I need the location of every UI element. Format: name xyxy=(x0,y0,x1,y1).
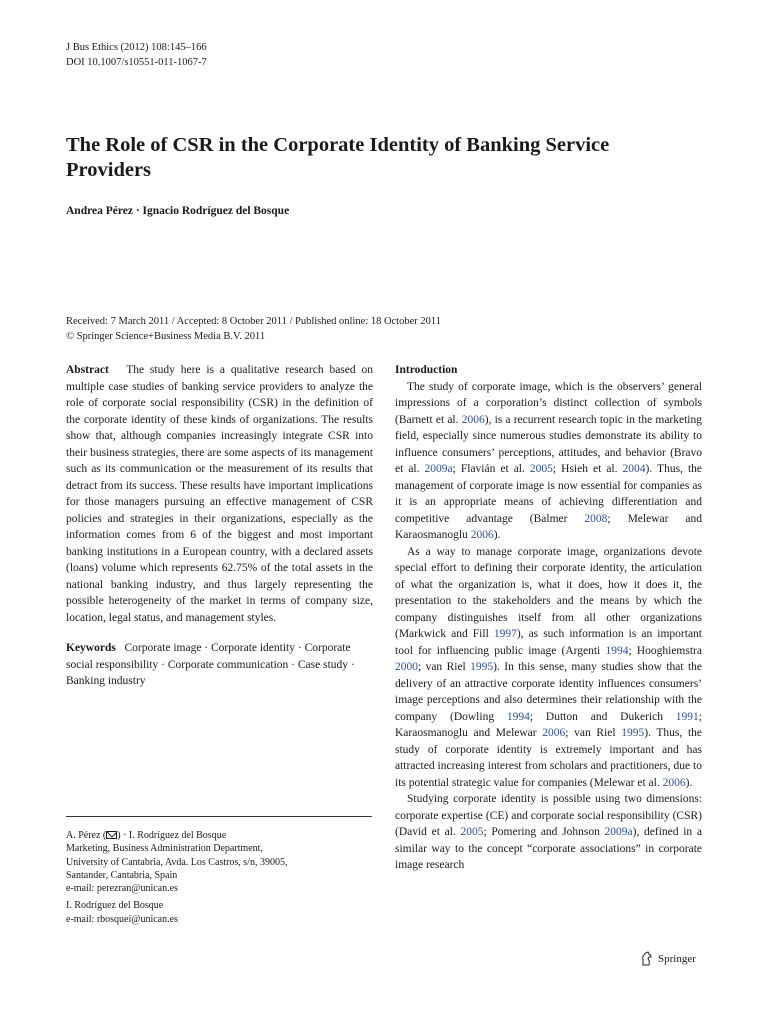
introduction-heading: Introduction xyxy=(395,364,458,376)
publication-dates xyxy=(66,314,441,344)
citation-link[interactable]: 1997 xyxy=(493,628,517,640)
citation-link[interactable]: 1995 xyxy=(621,727,645,739)
paragraph-text: ). In this sense, many studies show that the delivery of an attractive corporate identity influences consumers’ image perceptions and also determines their relationship with the company (Dowling xyxy=(395,661,702,723)
city: Santander, Cantabria, Spain xyxy=(66,869,178,881)
intro-paragraph-3 xyxy=(395,791,702,874)
copyright: © Springer Science+Business Media B.V. 2011 xyxy=(66,331,266,342)
doi: DOI 10.1007/s10551-011-1067-7 xyxy=(66,57,207,68)
publisher-logo xyxy=(640,951,696,966)
citation-link[interactable]: 1994 xyxy=(506,710,530,723)
department: Marketing, Business Administration Department, xyxy=(66,843,263,855)
citation-link[interactable]: 2005 xyxy=(529,463,553,475)
affiliation-block-2 xyxy=(66,899,376,926)
citation-link[interactable]: 2000 xyxy=(395,661,418,673)
authors: Andrea Pérez · Ignacio Rodríguez del Bosque xyxy=(66,205,290,217)
paragraph-text: ; Melewar and Karaosmanoglu xyxy=(395,512,702,541)
keywords-label: Keywords xyxy=(66,642,116,654)
citation-link[interactable]: 2009a xyxy=(604,826,633,838)
paragraph-text: ; Pomering and Johnson xyxy=(483,826,605,838)
paragraph-text: ), defined in a similar way to the concept “corporate associations” in corporate image research xyxy=(395,826,702,871)
paragraph-text: ), is a recurrent research topic in the marketing field, especially since numerous studies demonstrate its ability to influence consumers’ perceptions, attitudes, and behavior (Bravo et al. xyxy=(395,413,702,475)
paragraph-text: ). xyxy=(493,529,501,541)
right-column xyxy=(395,362,702,874)
publisher-name: Springer xyxy=(658,952,696,965)
email-perez: e-mail: perezran@unican.es xyxy=(66,883,178,895)
paragraph-text: ; van Riel xyxy=(418,661,471,673)
paragraph-text: Studying corporate identity is possible using two dimensions: corporate expertise (CE) and corporate social responsibility (CSR) (David et al. xyxy=(395,793,702,838)
paragraph-text: ). Thus, the study of corporate identity is extremely important and has attracted increasing interest from scholars and practitioners, due to its potential strategic value for companies (Melewar et al. xyxy=(395,727,702,789)
abstract-text: The study here is a qualitative research based on multiple case studies of banking service providers to analyze the role of corporate social responsibility (CSR) in the definition of the corporate identity of these kinds of organizations. The results show that, although companies increasingly integrate CSR into their business strategies, there are some aspects of its management such as its communication or the measurement of its results that detract from its success. These results have important implications for those managers pursuing an effective management of CSR policies and strategies in their organizations, especially as the information comes from 6 of the biggest and most important banking institutions in a European country, with a declared assets (loans) volume which represents 62.75% of the total assets in the national banking industry, and thus largely representing the possible heterogeneity of the market in terms of company size, location, legal status, and management styles. xyxy=(66,364,373,624)
citation-link[interactable]: 2006 xyxy=(542,727,566,739)
citation-link[interactable]: 1995 xyxy=(470,661,494,673)
journal-citation: J Bus Ethics (2012) 108:145–166 xyxy=(66,42,207,53)
citation-link[interactable]: 2004 xyxy=(622,463,646,475)
footnote-divider xyxy=(66,816,372,817)
paragraph-text: ; Karaosmanoglu and Melewar xyxy=(395,710,702,739)
university: University of Cantabria, Avda. Los Castros, s/n, 39005, xyxy=(66,856,288,868)
paragraph-text: ; Hsieh et al. xyxy=(552,463,623,475)
affiliation-block-1: A. Pérez ( ) · I. Rodríguez del Bosque Marketing, Business Administration Department, University of Cantabria, Avda. Los Castros, s/n, 39005, Santander, Cantabria, Spain e-mail: perezran@unican.es xyxy=(66,830,288,895)
author-2-name: I. Rodríguez del Bosque xyxy=(66,900,164,912)
envelope-icon xyxy=(106,831,117,839)
left-column xyxy=(66,362,373,690)
citation-link[interactable]: 2006 xyxy=(662,776,686,789)
paragraph-text: ). Thus, the management of corporate image is now essential for companies as it is an appropriate means of achieving differentiation and competitive advantage (Balmer xyxy=(395,463,703,525)
citation-link[interactable]: 2009a xyxy=(424,463,453,475)
journal-header xyxy=(66,40,207,70)
paragraph-text: ). xyxy=(685,776,693,789)
abstract xyxy=(66,362,373,626)
paragraph-text: ; Hooghiemstra xyxy=(628,644,702,657)
article-title: The Role of CSR in the Corporate Identity of Banking Service Providers xyxy=(66,134,610,181)
paragraph-text: ; van Riel xyxy=(565,727,622,739)
paragraph-text: ; Flavián et al. xyxy=(452,463,530,475)
keywords xyxy=(66,640,373,690)
author-affiliations xyxy=(66,829,376,930)
paragraph-text: The study of corporate image, which is the observers’ general impressions of a corporation’s distinct collection of symbols (Barnett et al. xyxy=(395,380,702,426)
intro-paragraph-2 xyxy=(395,544,702,792)
paragraph-text: ; Dutton and Dukerich xyxy=(529,710,676,723)
citation-link[interactable]: 2006 xyxy=(470,529,494,541)
citation-link[interactable]: 2008 xyxy=(584,512,608,525)
springer-horse-icon xyxy=(640,951,653,966)
citation-link[interactable]: 2005 xyxy=(460,826,484,838)
keywords-text: Corporate image · Corporate identity · Corporate social responsibility · Corporate communication · Case study · Banking industry xyxy=(66,642,355,687)
paragraph-text: As a way to manage corporate image, organizations devote special effort to defining their corporate identity, the articulation of what the organization is, what it does, how it does it, the presentation to the stakeholders and the means by which the company distinguishes itself from all other organizations (Markwick and Fill xyxy=(395,545,702,640)
abstract-label: Abstract xyxy=(66,364,109,376)
citation-link[interactable]: 1991 xyxy=(675,710,699,723)
citation-link[interactable]: 1994 xyxy=(605,644,629,657)
citation-link[interactable]: 2006 xyxy=(461,413,485,426)
email-bosque: e-mail: rbosquei@unican.es xyxy=(66,913,178,925)
publication-history: Received: 7 March 2011 / Accepted: 8 October 2011 / Published online: 18 October 2011 xyxy=(66,316,441,327)
intro-paragraph-1 xyxy=(395,379,702,544)
paragraph-text: ), as such information is an important tool for influencing public image (Argenti xyxy=(395,628,702,657)
